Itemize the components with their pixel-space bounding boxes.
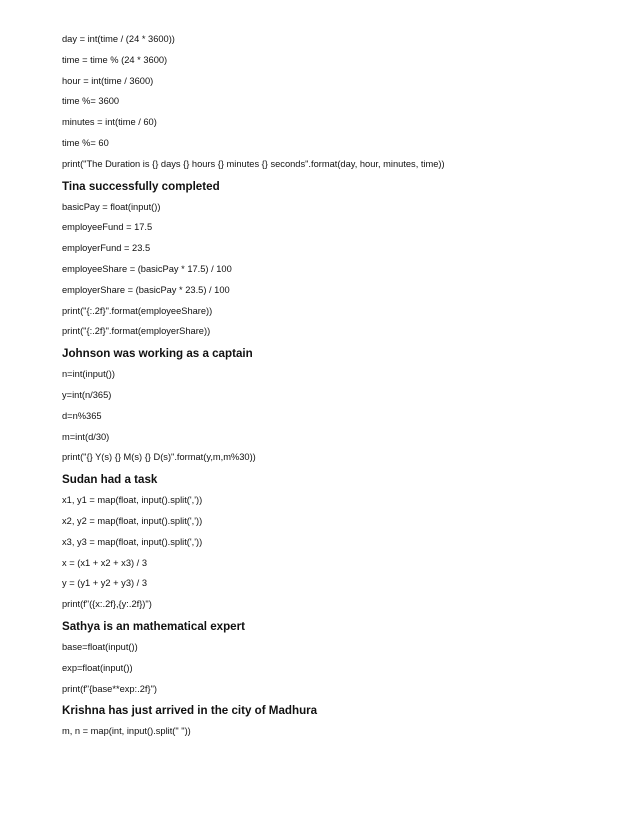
section-heading: Sudan had a task xyxy=(62,473,158,487)
code-line: hour = int(time / 3600) xyxy=(62,75,154,86)
code-line: day = int(time / (24 * 3600)) xyxy=(62,34,175,44)
code-line: print("{:.2f}".format(employerShare)) xyxy=(62,326,211,337)
code-line: x2, y2 = map(float, input().split(',')) xyxy=(62,515,203,526)
section-heading: Sathya is an mathematical expert xyxy=(62,619,246,633)
code-line: time = time % (24 * 3600) xyxy=(62,54,168,65)
code-line: time %= 60 xyxy=(62,137,109,148)
code-line: time %= 3600 xyxy=(62,96,120,107)
code-line: n=int(input()) xyxy=(62,369,115,380)
code-line: x1, y1 = map(float, input().split(',')) xyxy=(62,495,203,506)
code-line: employerShare = (basicPay * 23.5) / 100 xyxy=(62,284,230,295)
code-line: exp=float(input()) xyxy=(62,662,133,673)
code-line: employeeShare = (basicPay * 17.5) / 100 xyxy=(62,263,232,274)
section-heading: Tina successfully completed xyxy=(62,179,220,193)
code-line: m=int(d/30) xyxy=(62,431,110,442)
code-line: base=float(input()) xyxy=(62,641,138,652)
section-heading: Johnson was working as a captain xyxy=(62,347,253,361)
code-line: print(f"{base**exp:.2f}") xyxy=(62,683,157,694)
code-line: basicPay = float(input()) xyxy=(62,201,161,212)
section-heading: Krishna has just arrived in the city of Madhura xyxy=(62,704,318,718)
document-page xyxy=(62,34,622,747)
code-line: x3, y3 = map(float, input().split(',')) xyxy=(62,536,203,547)
code-line: print(f"({x:.2f},{y:.2f})") xyxy=(62,599,152,610)
code-line: print("The Duration is {} days {} hours {} minutes {} seconds".format(day, hour, minutes, time)) xyxy=(62,158,445,169)
code-line: m, n = map(int, input().split(" ")) xyxy=(62,726,191,737)
code-line: y = (y1 + y2 + y3) / 3 xyxy=(62,578,148,589)
code-line: print("{:.2f}".format(employeeShare)) xyxy=(62,305,213,316)
code-line: minutes = int(time / 60) xyxy=(62,117,157,128)
code-line: employeeFund = 17.5 xyxy=(62,222,153,233)
code-line: x = (x1 + x2 + x3) / 3 xyxy=(62,557,148,568)
code-line: y=int(n/365) xyxy=(62,389,112,400)
code-line: employerFund = 23.5 xyxy=(62,243,151,254)
code-line: print("{} Y(s) {} M(s) {} D(s)".format(y,m,m%30)) xyxy=(62,452,256,463)
code-line: d=n%365 xyxy=(62,410,102,421)
